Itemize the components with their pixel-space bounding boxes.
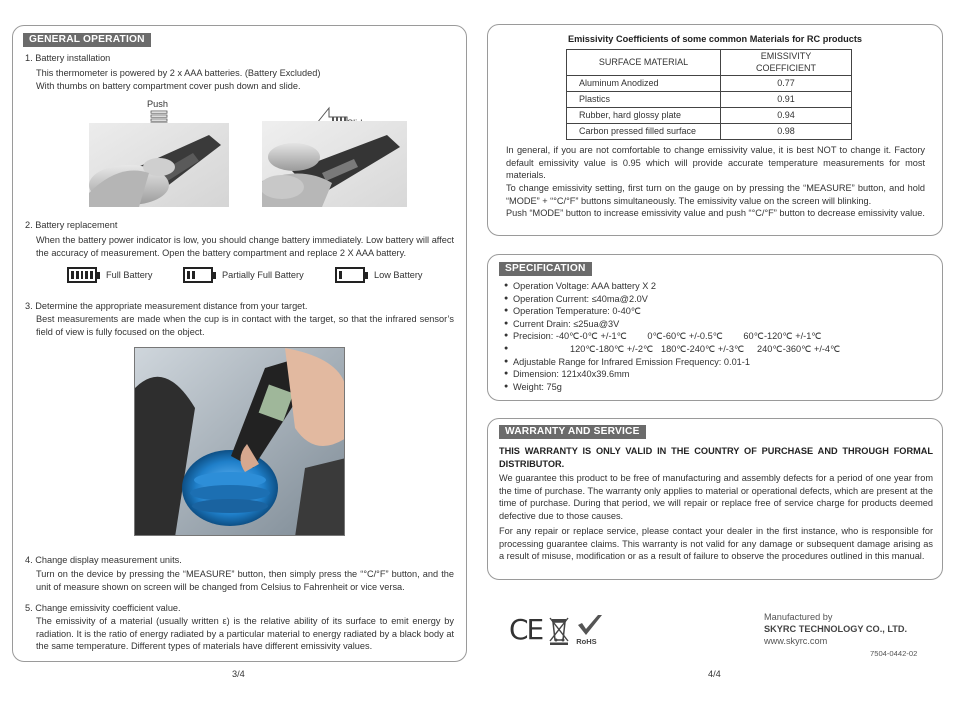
- certification-marks: [509, 612, 604, 648]
- battery-full-icon: [67, 267, 100, 283]
- spec-item: ● Weight: 75g: [504, 381, 934, 394]
- warranty-header: WARRANTY AND SERVICE: [499, 425, 646, 439]
- battery-installation-title: 1. Battery installation: [25, 53, 111, 63]
- emissivity-para-1: In general, if you are not comfortable to change emissivity value, it is best NOT to change it. Factory default emissivity value is 0.95 which will provide accurate temperature measurements for most materials.: [506, 145, 925, 181]
- ce-mark-icon: CE: [509, 613, 543, 646]
- slide-battery-cover-photo: [262, 121, 407, 207]
- spec-item: ● Current Drain: ≤25ua@3V: [504, 318, 934, 331]
- measurement-distance-text: Best measurements are made when the cup is in contact with the target, so that the infrared sensor’s field of view is fully focused on the object.: [36, 314, 454, 337]
- coefficient-cell: 0.94: [721, 107, 852, 123]
- spec-item: ● Dimension: 121x40x39.6mm: [504, 368, 934, 381]
- specification-panel: [487, 254, 943, 401]
- manufactured-by: Manufactured by: [764, 612, 833, 622]
- coefficient-cell: 0.77: [721, 75, 852, 91]
- table-row: [567, 75, 852, 91]
- push-label: Push: [147, 99, 168, 109]
- right-page-number: 4/4: [708, 669, 721, 679]
- emissivity-panel: [487, 24, 943, 236]
- spec-item: ● Operation Voltage: AAA battery X 2: [504, 280, 934, 293]
- manufacturer-website: www.skyrc.com: [764, 636, 828, 646]
- material-cell: Carbon pressed filled surface: [567, 123, 721, 139]
- warranty-para-1: We guarantee this product to be free of manufacturing and assembly defects for a period of one year from the time of purchase. The warranty only applies to material or operational defects, which are present at the time of purchase. During that period, we will repair or replace free of service charge for products deemed defective due to those causes.: [499, 473, 933, 522]
- specification-header: SPECIFICATION: [499, 262, 592, 276]
- manufacturer-name: SKYRC TECHNOLOGY CO., LTD.: [764, 624, 908, 634]
- battery-partial-icon: [183, 267, 216, 283]
- push-battery-cover-photo: [89, 123, 229, 207]
- battery-installation-line2: With thumbs on battery compartment cover push down and slide.: [36, 81, 301, 91]
- coefficient-cell: 0.98: [721, 123, 852, 139]
- material-cell: Plastics: [567, 91, 721, 107]
- table-row: [567, 91, 852, 107]
- left-page-number: 3/4: [232, 669, 245, 679]
- thermometer-in-use-photo: [134, 347, 345, 536]
- measurement-distance-title: 3. Determine the appropriate measurement distance from your target.: [25, 301, 308, 311]
- coefficient-cell: 0.91: [721, 91, 852, 107]
- display-units-text: Turn on the device by pressing the “MEASURE” button, then simply press the “°C/°F” button, and the unit of measure shown on screen will be changed from Celsius to Fahrenheit or vice versa.: [36, 569, 454, 592]
- battery-replacement-text: When the battery power indicator is low, you should change battery immediately. Low battery will affect the accuracy of measurement. Open the battery compartment and replace 2 X AAA battery.: [36, 235, 454, 258]
- table-row: [567, 123, 852, 139]
- display-units-title: 4. Change display measurement units.: [25, 555, 182, 565]
- emissivity-para-3: Push “MODE” button to increase emissivity value and push “°C/°F” button to decrease emissivity value.: [506, 208, 925, 218]
- emissivity-table: [566, 49, 852, 140]
- weee-bin-icon: [548, 615, 570, 645]
- full-battery-indicator: [67, 267, 152, 283]
- emissivity-table-title: Emissivity Coefficients of some common Materials for RC products: [567, 34, 863, 44]
- low-battery-label: Low Battery: [374, 269, 423, 280]
- spec-item: ● Operation Temperature: 0-40℃: [504, 305, 934, 318]
- rohs-label: RoHS: [576, 636, 597, 646]
- rohs-check-icon: [576, 613, 604, 637]
- battery-low-icon: [335, 267, 368, 283]
- precision-line-2: ● 120℃-180℃ +/-2℃ 180℃-240℃ +/-3℃ 240℃-360℃ +/-4℃: [570, 343, 841, 354]
- general-operation-header: GENERAL OPERATION: [23, 33, 151, 47]
- spec-item: ● Operation Current: ≤40ma@2.0V: [504, 293, 934, 306]
- battery-replacement-title: 2. Battery replacement: [25, 220, 118, 230]
- emissivity-change-title: 5. Change emissivity coefficient value.: [25, 603, 181, 613]
- warranty-bold-text: THIS WARRANTY IS ONLY VALID IN THE COUNTRY OF PURCHASE AND THROUGH FORMAL DISTRIBUTOR.: [499, 446, 933, 469]
- document-code: 7504-0442-02: [870, 649, 918, 658]
- spec-item: ● Adjustable Range for Infrared Emission Frequency: 0.01-1: [504, 356, 934, 369]
- material-cell: Aluminum Anodized: [567, 75, 721, 91]
- surface-material-header: SURFACE MATERIAL: [567, 50, 721, 76]
- full-battery-label: Full Battery: [106, 269, 153, 280]
- table-row: [567, 107, 852, 123]
- partial-battery-label: Partially Full Battery: [222, 269, 304, 280]
- spec-item-precision: ● Precision: -40℃-0℃ +/-1℃ 0℃-60℃ +/-0.5℃ 60℃-120℃ +/-1℃: [504, 330, 934, 343]
- battery-installation-line1: This thermometer is powered by 2 x AAA batteries. (Battery Excluded): [36, 68, 321, 78]
- left-panel: [12, 25, 467, 662]
- specification-list: [504, 280, 934, 393]
- partial-battery-indicator: [183, 267, 304, 283]
- emissivity-para-2: To change emissivity setting, first turn on the gauge on by pressing the “MEASURE” button, and hold “MODE” + “°C/°F” buttons simultaneously. The emissivity value on the screen will blinking.: [506, 183, 925, 206]
- material-cell: Rubber, hard glossy plate: [567, 107, 721, 123]
- low-battery-indicator: [335, 267, 423, 283]
- table-header-row: [567, 50, 852, 76]
- spec-item-precision-cont: [504, 343, 934, 356]
- warranty-panel: [487, 418, 943, 580]
- warranty-para-2: For any repair or replace service, please contact your dealer in the first instance, who is responsible for processing guarantee claims. This warranty is not valid for any damage or subsequent damage arising as a result of misuse, modification or as a result of failure to observe the procedures outlined in this manual.: [499, 526, 933, 562]
- emissivity-coefficient-header: EMISSIVITY COEFFICIENT: [721, 50, 852, 76]
- rohs-mark: [576, 613, 604, 647]
- emissivity-change-text: The emissivity of a material (usually written ε) is the relative ability of its surface to emit energy by radiation. It is the ratio of energy radiated by a particular material to energy radiated by a black body at the same temperature. Different types of materials have different emissivity values.: [36, 616, 454, 652]
